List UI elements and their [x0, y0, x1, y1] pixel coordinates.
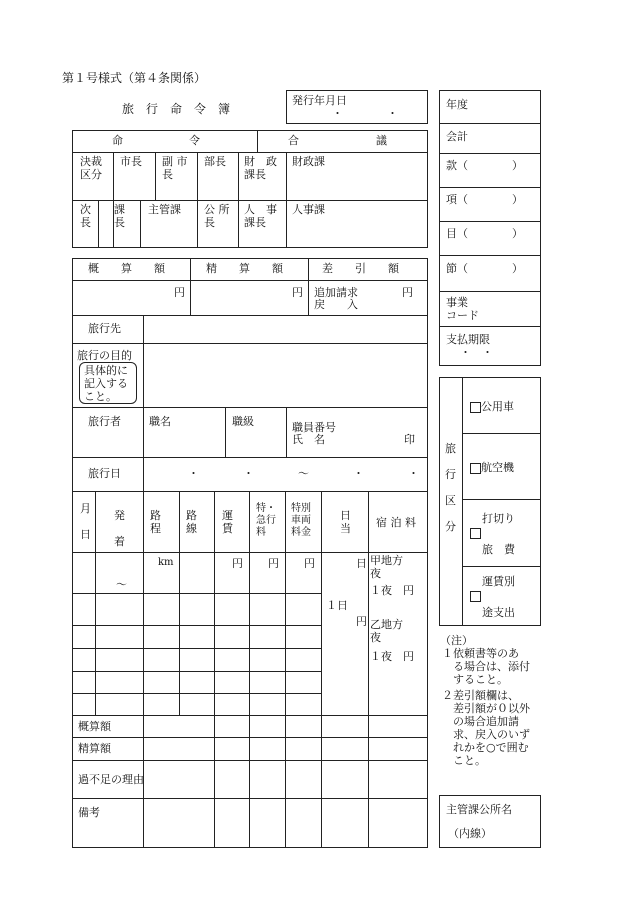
kacho-label: 課 長	[114, 203, 125, 229]
shukanka-kosho-label: 主管課公所名	[446, 803, 512, 816]
moku-label: 目（ ）	[446, 227, 523, 240]
kokuki-checkbox[interactable]	[470, 463, 481, 474]
setsu-label: 節（ ）	[446, 262, 523, 275]
kou-code-label: 項（ ）	[446, 193, 523, 206]
km-unit: km	[158, 557, 174, 568]
tokubetsu-header: 特別 車両 料金	[291, 503, 311, 538]
tokkyu-yen: 円	[268, 557, 279, 570]
kafusoku-label: 過不足の理由	[78, 773, 144, 786]
unchinbetsu-label: 運賃別	[482, 575, 515, 588]
jinjika-label: 人事課	[292, 203, 325, 216]
biko-label: 備考	[78, 806, 100, 819]
meirei-header: 命 令	[112, 134, 200, 147]
kaikei-label: 会計	[446, 130, 468, 143]
uchikiri-label: 打切り	[482, 512, 515, 525]
ryohi-label: 旅 費	[482, 543, 515, 556]
name-label: 氏 名	[292, 433, 325, 446]
nitto-yen: 円	[356, 615, 367, 628]
modori-label: 戻 入	[314, 298, 358, 311]
kessai-kubun-label: 決裁 区分	[80, 155, 102, 181]
note1-text: 依頼書等のあ る場合は、添付 すること。	[453, 647, 530, 686]
kokuki-option[interactable]	[470, 461, 514, 474]
nitto-header: 日 当	[340, 509, 351, 535]
ryoko-kubun-label: 旅 行 区 分	[445, 442, 456, 533]
shicho-label: 市長	[120, 155, 142, 168]
sashihiki-header: 差 引 額	[322, 262, 399, 275]
kan-label: 款（ ）	[446, 159, 523, 172]
gaisan-gaku-label: 概算額	[78, 720, 111, 733]
gaisan-header: 概 算 額	[88, 262, 165, 275]
travel-date-label: 旅行日	[88, 467, 121, 480]
unchinbetsu-checkbox[interactable]	[470, 591, 481, 602]
naisen-label: （内線）	[448, 827, 492, 840]
issue-date-box[interactable]	[286, 90, 428, 124]
page-title: 旅 行 命 令 簿	[122, 102, 231, 116]
zaisei-kacho-label: 財 政 課長	[244, 155, 277, 181]
hatchaku-header: 発 着	[114, 509, 125, 548]
issue-date-label: 発行年月日	[292, 94, 347, 107]
kou-rate: １夜 円	[370, 584, 414, 597]
koyosha-option[interactable]	[470, 400, 514, 413]
form-number: 第１号様式（第４条関係）	[62, 71, 207, 85]
uchikiri-checkbox[interactable]	[470, 528, 481, 539]
zaiseika-label: 財政課	[292, 155, 325, 168]
purpose-note: 具体的に 記入する こと。	[84, 364, 128, 403]
approval-table	[72, 130, 428, 248]
jinji-kacho-label: 人 事 課長	[244, 203, 277, 229]
kou-label: 甲地方 夜	[370, 554, 403, 580]
shiharai-kigen-label: 支払期限	[446, 333, 490, 346]
rosen-header: 路 線	[186, 509, 197, 535]
note2-number: ２	[442, 689, 453, 702]
tokubetsu-yen: 円	[304, 557, 315, 570]
aigi-header: 合 議	[288, 134, 387, 147]
bucho-label: 部長	[204, 155, 226, 168]
destination-label: 旅行先	[88, 322, 121, 335]
note-title: （注）	[440, 634, 473, 647]
hatchaku-tilde: ～	[116, 578, 127, 591]
jigyo-code-label: 事業 コード	[446, 296, 479, 322]
toshishutsu-label: 途支出	[482, 606, 515, 619]
koyosha-label: 公用車	[481, 400, 514, 413]
shokkyu-label: 職級	[232, 415, 254, 428]
sashihiki-yen: 円	[402, 286, 413, 299]
koyosha-checkbox[interactable]	[470, 402, 481, 413]
kigen-dots: ・ ・	[460, 346, 493, 359]
purpose-label: 旅行の目的	[77, 349, 132, 362]
tokkyu-header: 特・ 急行 料	[256, 503, 276, 538]
month-day-header: 月 日	[80, 502, 91, 541]
fukushicho-label: 副 市 長	[162, 155, 188, 181]
issue-date-dots: ・ ・	[332, 107, 398, 120]
seisan-gaku-label: 精算額	[78, 742, 111, 755]
note2-text: 差引額欄は、 差引額が０以外 の場合追加請 求、戻入のいず れかを○で囲む こと。	[453, 689, 530, 767]
department-box[interactable]	[439, 795, 541, 848]
unchin-yen: 円	[232, 557, 243, 570]
gaisan-yen: 円	[174, 286, 185, 299]
ichinichi-label: １日	[326, 599, 348, 612]
note1-number: １	[442, 647, 453, 660]
nitto-nichi: 日	[356, 557, 367, 570]
staff-no-label: 職員番号	[292, 421, 336, 434]
kosho-cho-label: 公 所 長	[204, 203, 230, 229]
tsuika-label: 追加請求	[314, 286, 358, 299]
seal-mark: 印	[404, 433, 415, 446]
otsu-label: 乙地方 夜	[370, 618, 403, 644]
shokumei-label: 職名	[149, 415, 171, 428]
kokuki-label: 航空機	[481, 461, 514, 474]
nendo-label: 年度	[446, 98, 468, 111]
shukanka-label: 主管課	[148, 203, 181, 216]
travel-date-pattern: ・ ・ ～ ・ ・	[188, 467, 419, 480]
jicho-label: 次 長	[80, 203, 91, 229]
traveler-label: 旅行者	[88, 415, 121, 428]
rotei-header: 路 程	[150, 509, 161, 535]
seisan-yen: 円	[292, 286, 303, 299]
seisan-header: 精 算 額	[206, 262, 283, 275]
unchin-header: 運 賃	[222, 509, 233, 535]
shukuhaku-header: 宿 泊 料	[376, 516, 416, 529]
otsu-rate: １夜 円	[370, 650, 414, 663]
